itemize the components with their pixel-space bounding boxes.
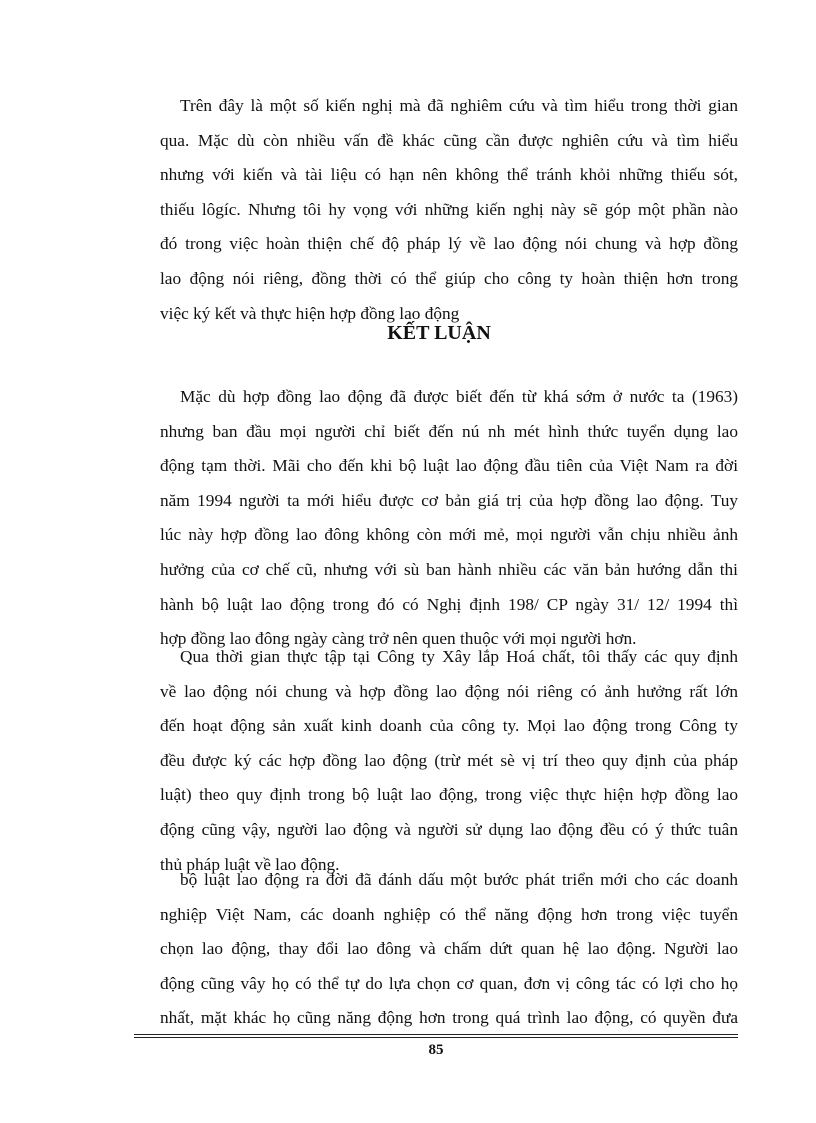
text-line: năm 1994 người ta mới hiểu được cơ bản giá trị của hợp đồng lao động. Tuy xyxy=(160,490,738,510)
paragraph-internship xyxy=(140,640,738,882)
text-line: hành bộ luật lao động trong đó có Nghị định 198/ CP ngày 31/ 12/ 1994 thì xyxy=(160,594,738,614)
text-line: đều được ký các hợp đồng lao động (trừ mét sè vị trí theo quy định của pháp xyxy=(160,750,738,770)
text-line: Mặc dù hợp đồng lao động đã được biết đến từ khá sớm ở nước ta (1963) xyxy=(180,387,738,406)
section-heading: KẾT LUẬN xyxy=(387,322,491,344)
text-line: luật) theo quy định trong bộ luật lao động, trong việc thực hiện hợp đồng lao xyxy=(160,785,738,805)
text-line: hưởng của cơ chế cũ, nhưng với sù ban hành nhiều các văn bản hướng dẫn thi xyxy=(160,559,738,579)
text-line: thủ pháp luật về lao động. xyxy=(160,854,340,874)
paragraph-labor-code xyxy=(140,863,738,1036)
paragraph-recommendations xyxy=(140,89,738,331)
text-line: đến hoạt động sản xuất kinh doanh của công ty. Mọi lao động trong Công ty xyxy=(160,716,738,736)
text-line: Trên đây là một số kiến nghị mà đã nghiêm cứu và tìm hiểu trong thời gian xyxy=(180,96,738,115)
text-line: nhất, mặt khác họ cũng năng động hơn trong quá trình lao động, có quyền đưa xyxy=(160,1008,738,1028)
footer-rule-line xyxy=(134,1034,738,1035)
text-line: thiếu lôgíc. Nhưng tôi hy vọng với những kiến nghị này sẽ góp một phần nào xyxy=(160,199,738,219)
text-line: qua. Mặc dù còn nhiều vấn đề khác cũng cần được nghiên cứu và tìm hiểu xyxy=(160,130,738,150)
text-line: nghiệp Việt Nam, các doanh nghiệp có thể năng động hơn trong việc tuyển xyxy=(160,904,738,924)
text-line: Qua thời gian thực tập tại Công ty Xây lắp Hoá chất, tôi thấy các quy định xyxy=(180,647,738,666)
text-line: hợp đồng lao đông ngày càng trở nên quen thuộc với mọi người hơn. xyxy=(160,629,637,649)
text-line: về lao động nói chung và hợp đồng lao động nói riêng có ảnh hưởng rất lớn xyxy=(160,681,738,701)
text-line: bộ luật lao động ra đời đã đánh dấu một bước phát triển mới cho các doanh xyxy=(180,870,738,889)
text-line: động cũng vậy, người lao động và người sử dụng lao động đều có ý thức tuân xyxy=(160,819,738,839)
text-line: động cũng vây họ có thể tự do lựa chọn cơ quan, đơn vị công tác có lợi cho họ xyxy=(160,973,738,993)
page-number: 85 xyxy=(428,1042,444,1058)
text-line: việc ký kết và thực hiện hợp đồng lao động xyxy=(160,303,460,323)
footer-rule-line xyxy=(134,1037,738,1038)
paragraph-conclusion-intro xyxy=(140,380,738,657)
text-line: chọn lao động, thay đổi lao đông và chấm dứt quan hệ lao động. Người lao xyxy=(160,939,738,959)
text-line: nhưng ban đầu mọi người chỉ biết đến nú nh mét hình thức tuyển dụng lao xyxy=(160,421,738,441)
text-line: lao động nói riêng, đồng thời có thể giúp cho công ty hoàn thiện hơn trong xyxy=(160,268,738,288)
footer-rule xyxy=(134,1034,738,1038)
text-line: nhưng với kiến và tài liệu có hạn nên không thể tránh khỏi những thiếu sót, xyxy=(160,165,738,185)
text-line: đó trong việc hoàn thiện chế độ pháp lý về lao động nói chung và hợp đồng xyxy=(160,234,738,254)
text-line: động tạm thời. Mãi cho đến khi bộ luật lao động đầu tiên của Việt Nam ra đời xyxy=(160,456,738,476)
text-line: lúc này hợp đồng lao đông không còn mới mẻ, mọi người vẫn chịu nhiều ảnh xyxy=(160,525,738,545)
